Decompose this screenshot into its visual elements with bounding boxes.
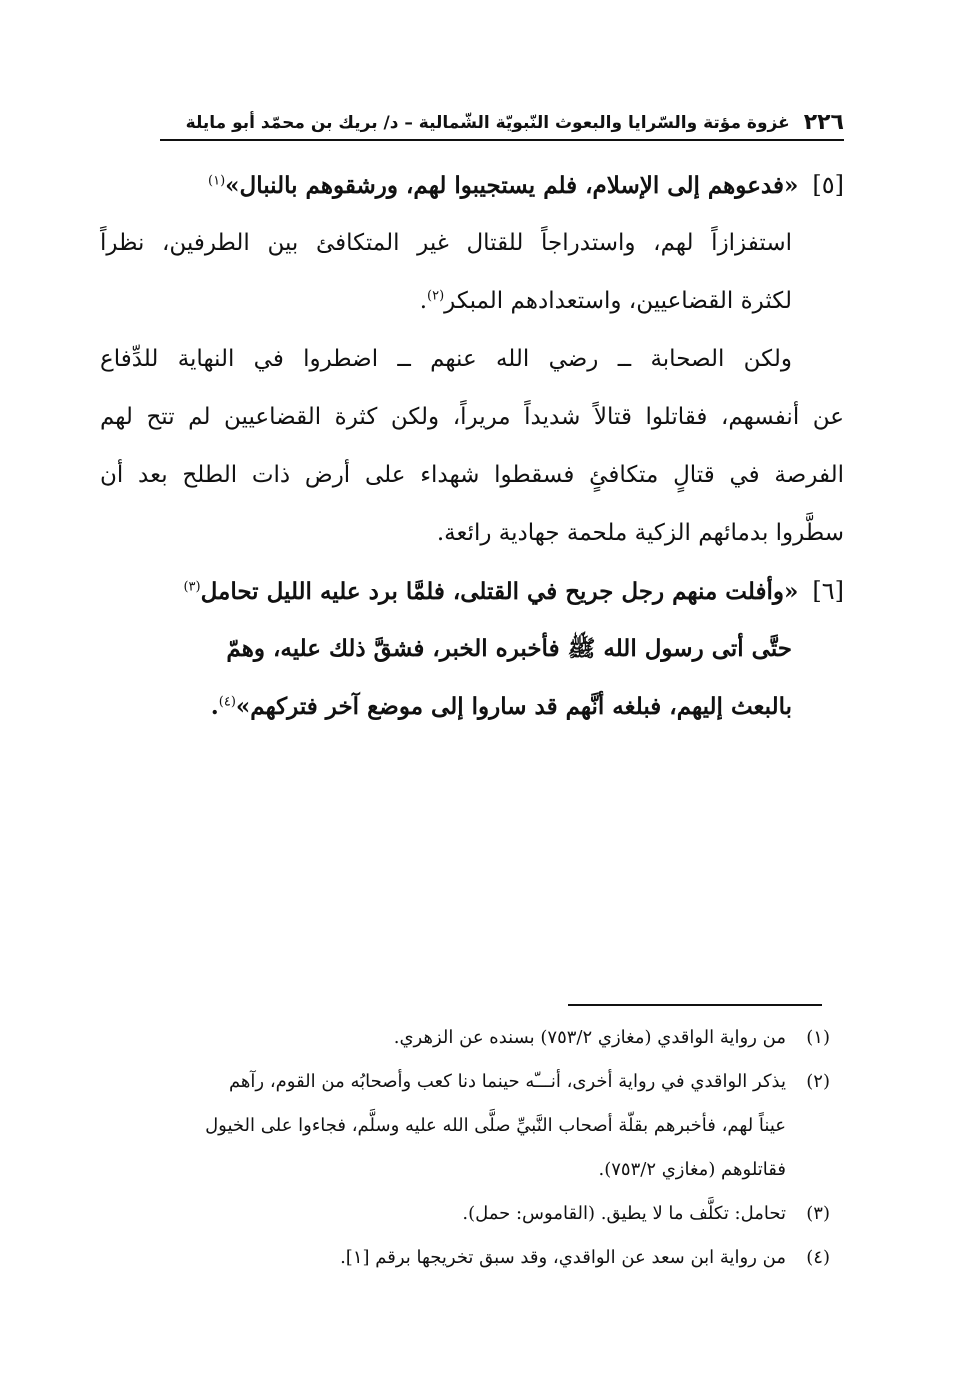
- footnote-2-cont: فقاتلوهم (مغازي ٧٥٣/٢).: [598, 1159, 786, 1180]
- footnote-text: تحامل: تكلَّف ما لا يطيق. (القاموس: حمل).: [462, 1203, 786, 1224]
- line-text: لكثرة القضاعيين، واستعدادهم المبكر: [444, 288, 792, 314]
- running-title: غزوة مؤتة والسّرايا والبعوث النّبويّة الشّمالية – د/ بريك بن محمّد أبو مايلة: [185, 113, 790, 133]
- footnotes: [100, 1016, 830, 1280]
- footnote-rule: [568, 1004, 822, 1006]
- quote-text: «فدعوهم إلى الإسلام، فلم يستجيبوا لهم، ورشقوهم بالنبال»: [225, 172, 799, 199]
- text-line: ولكن الصحابة ــ رضي الله عنهم ــ اضطروا في النهاية للدِّفاع: [100, 346, 792, 372]
- header-rule: [160, 139, 844, 141]
- text-line: استفزازاً لهم، واستدراجاً للقتال غير المتكافئ بين الطرفين، نظراً: [100, 230, 792, 256]
- text-line: حتَّى أتى رسول الله ﷺ فأخبره الخبر، فشقَّ ذلك عليه، وهمّ: [226, 635, 792, 662]
- paragraph-6: [100, 562, 844, 736]
- footnote-text: من رواية ابن سعد عن الواقدي، وقد سبق تخريجها برقم [١].: [340, 1247, 786, 1268]
- page-header: [160, 98, 844, 138]
- paragraph-marker: [٥]: [812, 171, 844, 199]
- footnote-4: [100, 1236, 830, 1280]
- footnote-number: (٤): [806, 1247, 830, 1268]
- page-number: ٢٢٦: [803, 110, 844, 135]
- footnote-number: (٢): [806, 1071, 830, 1092]
- footnote-number: (٣): [806, 1203, 830, 1224]
- footnote-number: (١): [806, 1027, 830, 1048]
- text-line: عن أنفسهم، فقاتلوا قتالاً شديداً مريراً، ولكن كثرة القضاعيين لم تتح لهم: [100, 404, 844, 430]
- line-end-punct: .: [419, 288, 428, 314]
- footnote-ref: (٣): [183, 579, 201, 595]
- footnote-text: من رواية الواقدي (مغازي ٧٥٣/٢) بسنده عن الزهري.: [393, 1027, 786, 1048]
- paragraph-narrative: [100, 330, 844, 562]
- text-line: [100, 272, 844, 330]
- footnote-1: [100, 1016, 830, 1060]
- paragraph-marker: [٦]: [812, 577, 844, 605]
- paragraph-5: [100, 156, 844, 330]
- line-text: بالبعث إليهم، فبلغه أنَّهم قد ساروا إلى موضع آخر فتركهم»: [235, 693, 792, 720]
- text-line: الفرصة في قتالٍ متكافئٍ فسقطوا شهداء على أرض ذات الطلح بعد أن: [100, 462, 844, 488]
- footnote-ref: (٤): [218, 694, 236, 710]
- text-line: سطَّروا بدمائهم الزكية ملحمة جهادية رائعة.: [436, 520, 844, 546]
- footnote-3: [100, 1192, 830, 1236]
- footnote-2-cont: عيناً لهم، فأخبرهم بقلّة أصحاب النَّبيِّ صلَّى الله عليه وسلَّم، فجاءوا على الخيول: [205, 1115, 786, 1136]
- footnote-ref: (١): [208, 173, 226, 189]
- text-line: [100, 562, 844, 620]
- text-line: [100, 678, 844, 736]
- text-line: [100, 156, 844, 214]
- quote-text: «وأفلت منهم رجل جريح في القتلى، فلمَّا برد عليه الليل تحامل: [200, 578, 799, 605]
- footnote-ref: (٢): [427, 288, 445, 304]
- line-end-punct: .: [210, 693, 219, 720]
- footnote-2: [100, 1060, 830, 1104]
- footnote-text: يذكر الواقدي في رواية أخرى، أنـــّه حينما دنا كعب وأصحابُه من القوم، رآهم: [228, 1071, 786, 1092]
